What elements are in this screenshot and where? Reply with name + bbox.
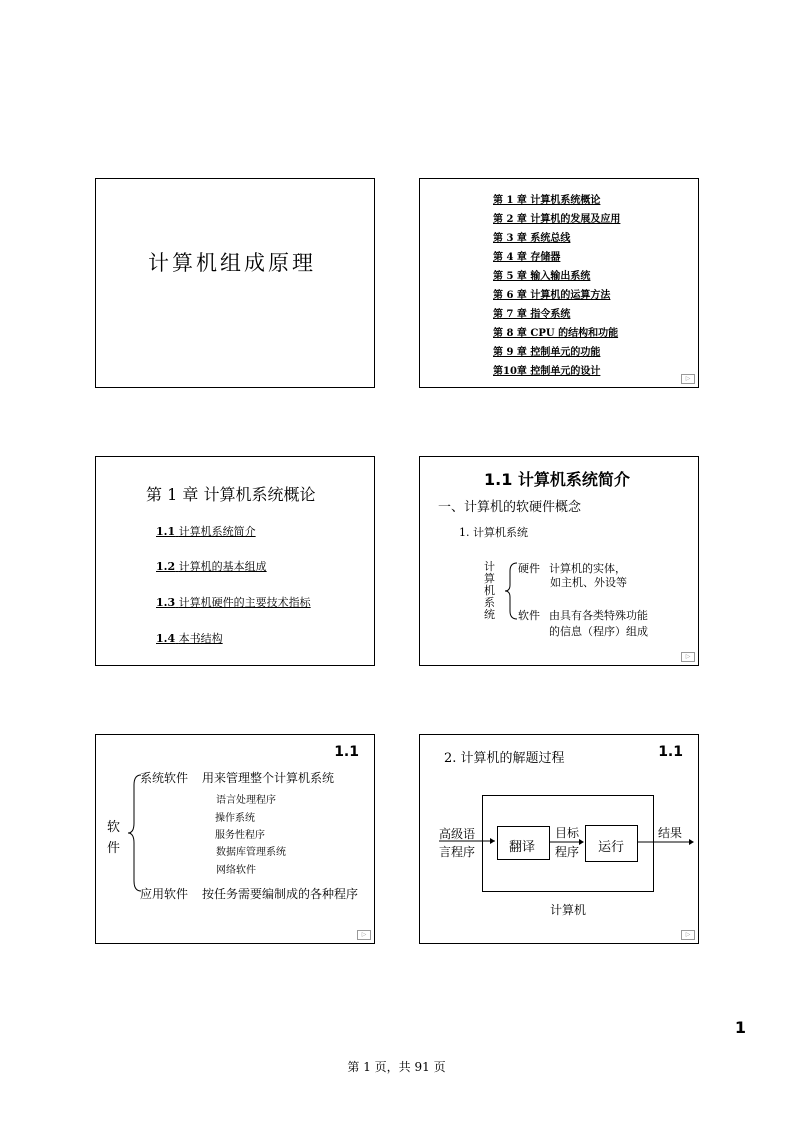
chapter-link-text: 计算机系统简介 [178, 525, 256, 538]
toc-item-2[interactable]: 第 2 章 计算机的发展及应用 [493, 214, 621, 225]
chapter-link-1-4[interactable] [156, 630, 223, 646]
app-software-desc: 按任务需要编制成的各种程序 [202, 887, 359, 901]
chapter-link-num: 1.3 [156, 596, 176, 609]
page-footer: 第 1 页，共 91 页 [347, 1060, 446, 1074]
target-label-1: 目标 [555, 826, 580, 840]
point-heading: 1. 计算机系统 [459, 526, 528, 539]
slide-software [95, 734, 375, 944]
slide-nav-icon[interactable]: ▷ [357, 930, 371, 940]
system-software-desc: 用来管理整个计算机系统 [202, 771, 335, 785]
side-label: 计 算 机 系 统 [484, 560, 495, 621]
chapter-link-1-3[interactable] [156, 594, 311, 610]
slide-chapter-1 [95, 456, 375, 666]
software-label: 软件 [518, 609, 540, 622]
process-title: 2. 计算机的解题过程 [444, 751, 565, 766]
toc-item-3[interactable]: 第 3 章 系统总线 [493, 233, 571, 244]
input-label-1: 高级语 [439, 827, 476, 841]
sub-item-1: 语言处理程序 [216, 795, 276, 806]
hardware-label: 硬件 [518, 562, 540, 575]
chapter-link-text: 计算机硬件的主要技术指标 [178, 596, 311, 609]
slide-nav-icon[interactable]: ▷ [681, 652, 695, 662]
chapter-title: 第 1 章 计算机系统概论 [146, 485, 316, 504]
section-subtitle: 一、计算机的软硬件概念 [438, 500, 582, 515]
software-desc-2: 的信息（程序）组成 [549, 625, 648, 638]
input-label-2: 言程序 [439, 845, 476, 859]
result-label: 结果 [658, 826, 683, 840]
translate-label: 翻译 [509, 840, 536, 855]
slide-title [95, 178, 375, 388]
corner-section: 1.1 [658, 744, 683, 760]
brace-icon [126, 773, 142, 893]
run-label: 运行 [598, 840, 625, 855]
hardware-desc-2: 如主机、外设等 [550, 576, 627, 589]
page-number: 1 [734, 1018, 746, 1037]
toc-item-1[interactable]: 第 1 章 计算机系统概论 [493, 195, 601, 206]
sub-item-2: 操作系统 [215, 813, 255, 824]
toc-item-8[interactable]: 第 8 章 CPU 的结构和功能 [493, 328, 619, 339]
sub-item-3: 服务性程序 [215, 830, 265, 841]
chapter-link-num: 1.4 [156, 632, 176, 645]
slide-nav-icon[interactable]: ▷ [681, 930, 695, 940]
chapter-link-num: 1.2 [156, 560, 176, 573]
sub-item-4: 数据库管理系统 [216, 847, 286, 858]
chapter-link-1-1[interactable] [156, 523, 256, 539]
system-software-label: 系统软件 [140, 771, 189, 785]
toc-item-4[interactable]: 第 4 章 存储器 [493, 252, 561, 263]
slide-system-intro [419, 456, 699, 666]
slide-solving-process [419, 734, 699, 944]
software-side-label: 软 件 [107, 820, 121, 856]
chapter-link-text: 本书结构 [178, 632, 223, 645]
toc-item-6[interactable]: 第 6 章 计算机的运算方法 [493, 290, 611, 301]
sub-item-5: 网络软件 [216, 865, 256, 876]
section-title: 1.1 计算机系统简介 [484, 470, 630, 489]
hardware-desc-1: 计算机的实体， [549, 562, 626, 575]
slide-nav-icon[interactable]: ▷ [681, 374, 695, 384]
toc-item-9[interactable]: 第 9 章 控制单元的功能 [493, 347, 601, 358]
toc-item-10[interactable]: 第10章 控制单元的设计 [493, 366, 601, 377]
slide-title-text: 计算机组成原理 [148, 251, 316, 275]
computer-label: 计算机 [550, 903, 587, 917]
toc-item-5[interactable]: 第 5 章 输入输出系统 [493, 271, 591, 282]
chapter-link-num: 1.1 [156, 525, 176, 538]
brace-icon [504, 561, 518, 621]
chapter-link-1-2[interactable] [156, 558, 267, 574]
toc-item-7[interactable]: 第 7 章 指令系统 [493, 309, 571, 320]
corner-section: 1.1 [334, 744, 359, 760]
software-desc-1: 由具有各类特殊功能 [549, 609, 648, 622]
app-software-label: 应用软件 [140, 887, 189, 901]
target-label-2: 程序 [555, 845, 580, 859]
slide-toc [419, 178, 699, 388]
chapter-link-text: 计算机的基本组成 [178, 560, 267, 573]
